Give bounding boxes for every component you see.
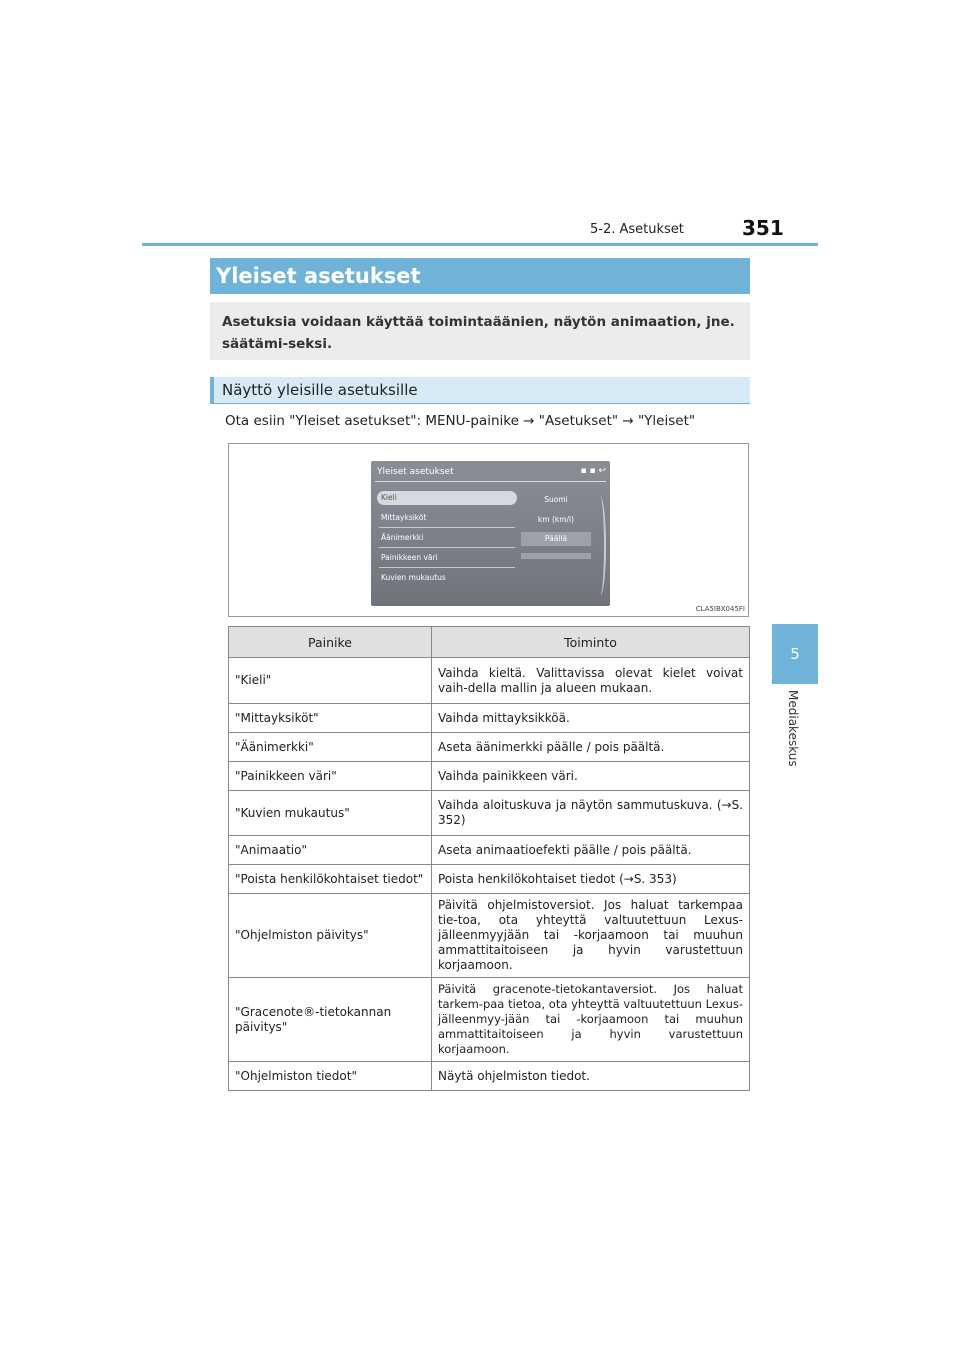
display-screen xyxy=(371,461,610,606)
column-header: Toiminto xyxy=(432,627,750,658)
function-cell: Päivitä ohjelmistoversiot. Jos haluat tarkempaa tie-toa, ota yhteyttä valtuutettuun Lexus-jälleenmyyjään tai -korjaamoon tai muuhun ammattitaitoiseen ja hyvin varustettuun korjaamoon. xyxy=(432,894,750,978)
screen-value: Suomi xyxy=(544,495,568,504)
button-cell: "Kuvien mukautus" xyxy=(229,791,432,836)
table-row xyxy=(229,733,750,762)
header-divider xyxy=(142,243,818,246)
button-cell: "Animaatio" xyxy=(229,836,432,865)
function-cell: Päivitä gracenote-tietokantaversiot. Jos haluat tarkem-paa tietoa, ota yhteyttä valtuutettuun Lexus-jälleenmyy-jään tai -korjaamoon tai muuhun ammattitaitoiseen ja hyvin varustettuun korjaamoon. xyxy=(432,978,750,1062)
function-cell: Poista henkilökohtaiset tiedot (→S. 353) xyxy=(432,865,750,894)
button-cell: "Mittayksiköt" xyxy=(229,704,432,733)
scroll-arc xyxy=(594,496,606,596)
table-row xyxy=(229,836,750,865)
table-row xyxy=(229,791,750,836)
function-cell: Vaihda kieltä. Valittavissa olevat kielet voivat vaih-della mallin ja alueen mukaan. xyxy=(432,658,750,704)
button-cell: "Kieli" xyxy=(229,658,432,704)
button-cell: "Painikkeen väri" xyxy=(229,762,432,791)
button-cell: "Ohjelmiston tiedot" xyxy=(229,1062,432,1091)
function-cell: Vaihda aloituskuva ja näytön sammutuskuva. (→S. 352) xyxy=(432,791,750,836)
button-cell: "Äänimerkki" xyxy=(229,733,432,762)
image-code: CLA5IBX045FI xyxy=(695,605,745,613)
chapter-tab: 5 xyxy=(772,624,818,684)
table-header-row xyxy=(229,627,750,658)
button-cell: "Ohjelmiston päivitys" xyxy=(229,894,432,978)
subsection-divider xyxy=(210,403,750,404)
screen-illustration xyxy=(228,443,749,617)
screen-title: Yleiset asetukset xyxy=(377,467,454,477)
table-row xyxy=(229,865,750,894)
table-row xyxy=(229,762,750,791)
status-icons: ▪ ▪ ↩ xyxy=(580,466,606,476)
page-title: Yleiset asetukset xyxy=(210,258,750,294)
button-cell: "Poista henkilökohtaiset tiedot" xyxy=(229,865,432,894)
screen-value-bar xyxy=(521,553,591,559)
table-row xyxy=(229,704,750,733)
function-cell: Aseta animaatioefekti päälle / pois päältä. xyxy=(432,836,750,865)
subsection-title: Näyttö yleisille asetuksille xyxy=(210,377,750,403)
settings-table xyxy=(228,626,750,1091)
function-cell: Vaihda painikkeen väri. xyxy=(432,762,750,791)
table-row xyxy=(229,658,750,704)
screen-menu-item: Painikkeen väri xyxy=(381,553,438,562)
function-cell: Aseta äänimerkki päälle / pois päältä. xyxy=(432,733,750,762)
screen-row-divider xyxy=(379,567,515,568)
screen-row-divider xyxy=(379,527,515,528)
screen-divider xyxy=(375,481,606,482)
table-row xyxy=(229,894,750,978)
section-label: 5-2. Asetukset xyxy=(590,222,684,237)
screen-value: Päällä xyxy=(521,532,591,546)
table-row xyxy=(229,978,750,1062)
page-number: 351 xyxy=(742,216,784,240)
chapter-label: Mediakeskus xyxy=(786,690,800,767)
screen-menu-item: Mittayksiköt xyxy=(381,513,427,522)
function-cell: Vaihda mittayksikköä. xyxy=(432,704,750,733)
column-header: Painike xyxy=(229,627,432,658)
screen-menu-item: Äänimerkki xyxy=(381,533,424,542)
button-cell: "Gracenote®-tietokannan päivitys" xyxy=(229,978,432,1062)
chapter-label-wrap xyxy=(784,690,804,780)
navigation-instruction: Ota esiin "Yleiset asetukset": MENU-painike → "Asetukset" → "Yleiset" xyxy=(225,413,696,429)
screen-menu-item: Kieli xyxy=(377,491,517,505)
table-row xyxy=(229,1062,750,1091)
screen-row-divider xyxy=(379,547,515,548)
screen-value: km (km/l) xyxy=(537,515,575,524)
screen-menu-item: Kuvien mukautus xyxy=(381,573,446,582)
function-cell: Näytä ohjelmiston tiedot. xyxy=(432,1062,750,1091)
intro-text: Asetuksia voidaan käyttää toimintaäänien, näytön animaation, jne. säätämi-seksi. xyxy=(210,302,750,360)
